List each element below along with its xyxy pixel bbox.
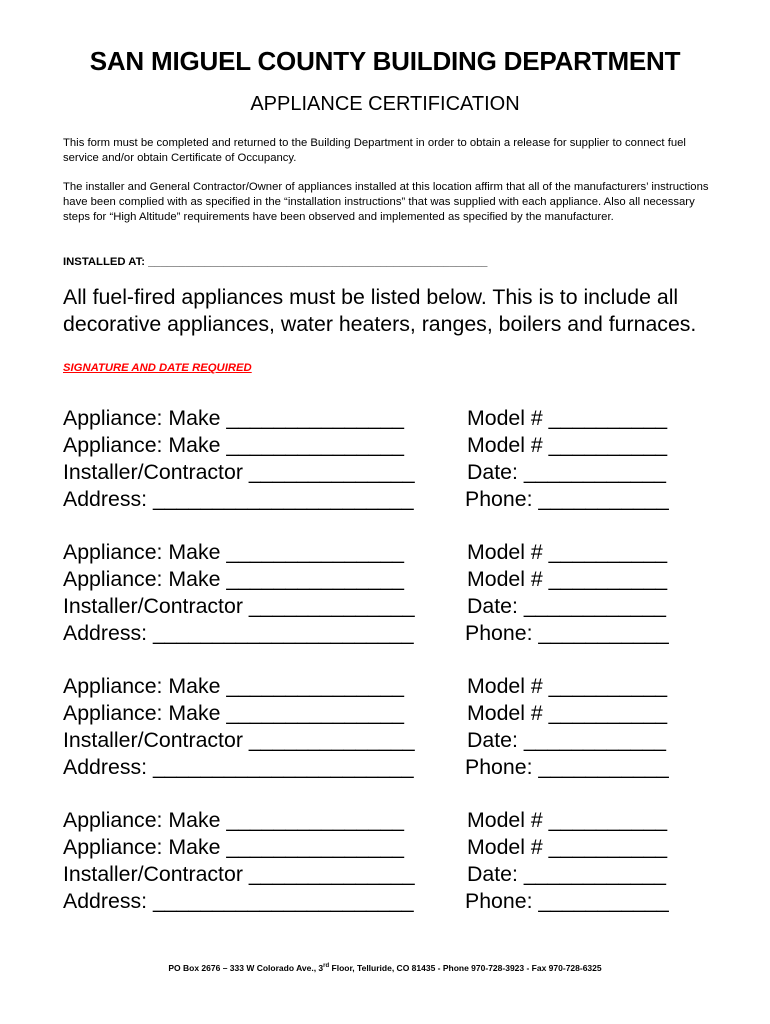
installed-at-field[interactable]: INSTALLED AT: ______________________________________________________: [63, 256, 488, 268]
appliance-make-field[interactable]: Appliance: Make _______________: [63, 567, 405, 591]
appliance-row: [63, 834, 723, 861]
address-field[interactable]: Address: ______________________: [63, 889, 414, 913]
appliance-make-field[interactable]: Appliance: Make _______________: [63, 433, 405, 457]
address-row: [63, 888, 723, 915]
date-field[interactable]: Date: ____________: [467, 594, 666, 618]
signature-required-label: SIGNATURE AND DATE REQUIRED: [63, 362, 252, 374]
date-field[interactable]: Date: ____________: [467, 862, 666, 886]
page-title: SAN MIGUEL COUNTY BUILDING DEPARTMENT: [89, 46, 681, 76]
phone-field[interactable]: Phone: ___________: [465, 621, 669, 645]
date-field[interactable]: Date: ____________: [467, 460, 666, 484]
footer-phone-fax: Floor, Telluride, CO 81435 - Phone 970-728-3923 - Fax 970-728-6325: [329, 963, 602, 973]
appliance-group-2: [63, 539, 723, 647]
phone-field[interactable]: Phone: ___________: [465, 487, 669, 511]
appliance-make-field[interactable]: Appliance: Make _______________: [63, 406, 405, 430]
appliance-row: [63, 807, 723, 834]
appliance-row: [63, 539, 723, 566]
installer-contractor-field[interactable]: Installer/Contractor ______________: [63, 460, 415, 484]
appliance-make-field[interactable]: Appliance: Make _______________: [63, 540, 405, 564]
installer-row: [63, 861, 723, 888]
phone-field[interactable]: Phone: ___________: [465, 889, 669, 913]
appliance-group-3: [63, 673, 723, 781]
model-field[interactable]: Model # __________: [467, 701, 668, 725]
model-field[interactable]: Model # __________: [467, 433, 668, 457]
intro-paragraph-2: The installer and General Contractor/Owner of appliances installed at this location affirm that all of the manufacturers’ instructions have been complied with as specified in the “installation instructions” that was supplied with each appliance. Also all necessary steps for “High Altitude” requirements have been observed and implemented as specified by the manufacturer.: [63, 181, 709, 223]
installer-contractor-field[interactable]: Installer/Contractor ______________: [63, 728, 415, 752]
intro-paragraph-1: This form must be completed and returned to the Building Department in order to obtain a release for supplier to connect fuel service and/or obtain Certificate of Occupancy.: [63, 137, 686, 164]
appliance-row: [63, 700, 723, 727]
installer-row: [63, 727, 723, 754]
model-field[interactable]: Model # __________: [467, 674, 668, 698]
footer-contact: [0, 963, 770, 973]
appliance-make-field[interactable]: Appliance: Make _______________: [63, 808, 405, 832]
installer-row: [63, 593, 723, 620]
model-field[interactable]: Model # __________: [467, 540, 668, 564]
address-field[interactable]: Address: ______________________: [63, 621, 414, 645]
phone-field[interactable]: Phone: ___________: [465, 755, 669, 779]
installer-contractor-field[interactable]: Installer/Contractor ______________: [63, 594, 415, 618]
appliance-row: [63, 405, 723, 432]
address-row: [63, 486, 723, 513]
address-row: [63, 754, 723, 781]
appliance-row: [63, 432, 723, 459]
appliance-group-1: [63, 405, 723, 513]
appliance-make-field[interactable]: Appliance: Make _______________: [63, 835, 405, 859]
installer-row: [63, 459, 723, 486]
appliance-make-field[interactable]: Appliance: Make _______________: [63, 701, 405, 725]
model-field[interactable]: Model # __________: [467, 567, 668, 591]
date-field[interactable]: Date: ____________: [467, 728, 666, 752]
appliance-row: [63, 673, 723, 700]
address-field[interactable]: Address: ______________________: [63, 755, 414, 779]
footer-ordinal: rd: [323, 963, 330, 970]
appliance-group-4: [63, 807, 723, 915]
footer-address: PO Box 2676 – 333 W Colorado Ave., 3: [168, 963, 324, 973]
model-field[interactable]: Model # __________: [467, 406, 668, 430]
appliance-listing-notice: All fuel-fired appliances must be listed below. This is to include all decorative appliances, water heaters, ranges, boilers and furnaces.: [63, 285, 697, 336]
appliance-row: [63, 566, 723, 593]
model-field[interactable]: Model # __________: [467, 808, 668, 832]
address-field[interactable]: Address: ______________________: [63, 487, 414, 511]
installer-contractor-field[interactable]: Installer/Contractor ______________: [63, 862, 415, 886]
appliance-make-field[interactable]: Appliance: Make _______________: [63, 674, 405, 698]
page-subtitle: APPLIANCE CERTIFICATION: [250, 93, 520, 115]
address-row: [63, 620, 723, 647]
model-field[interactable]: Model # __________: [467, 835, 668, 859]
